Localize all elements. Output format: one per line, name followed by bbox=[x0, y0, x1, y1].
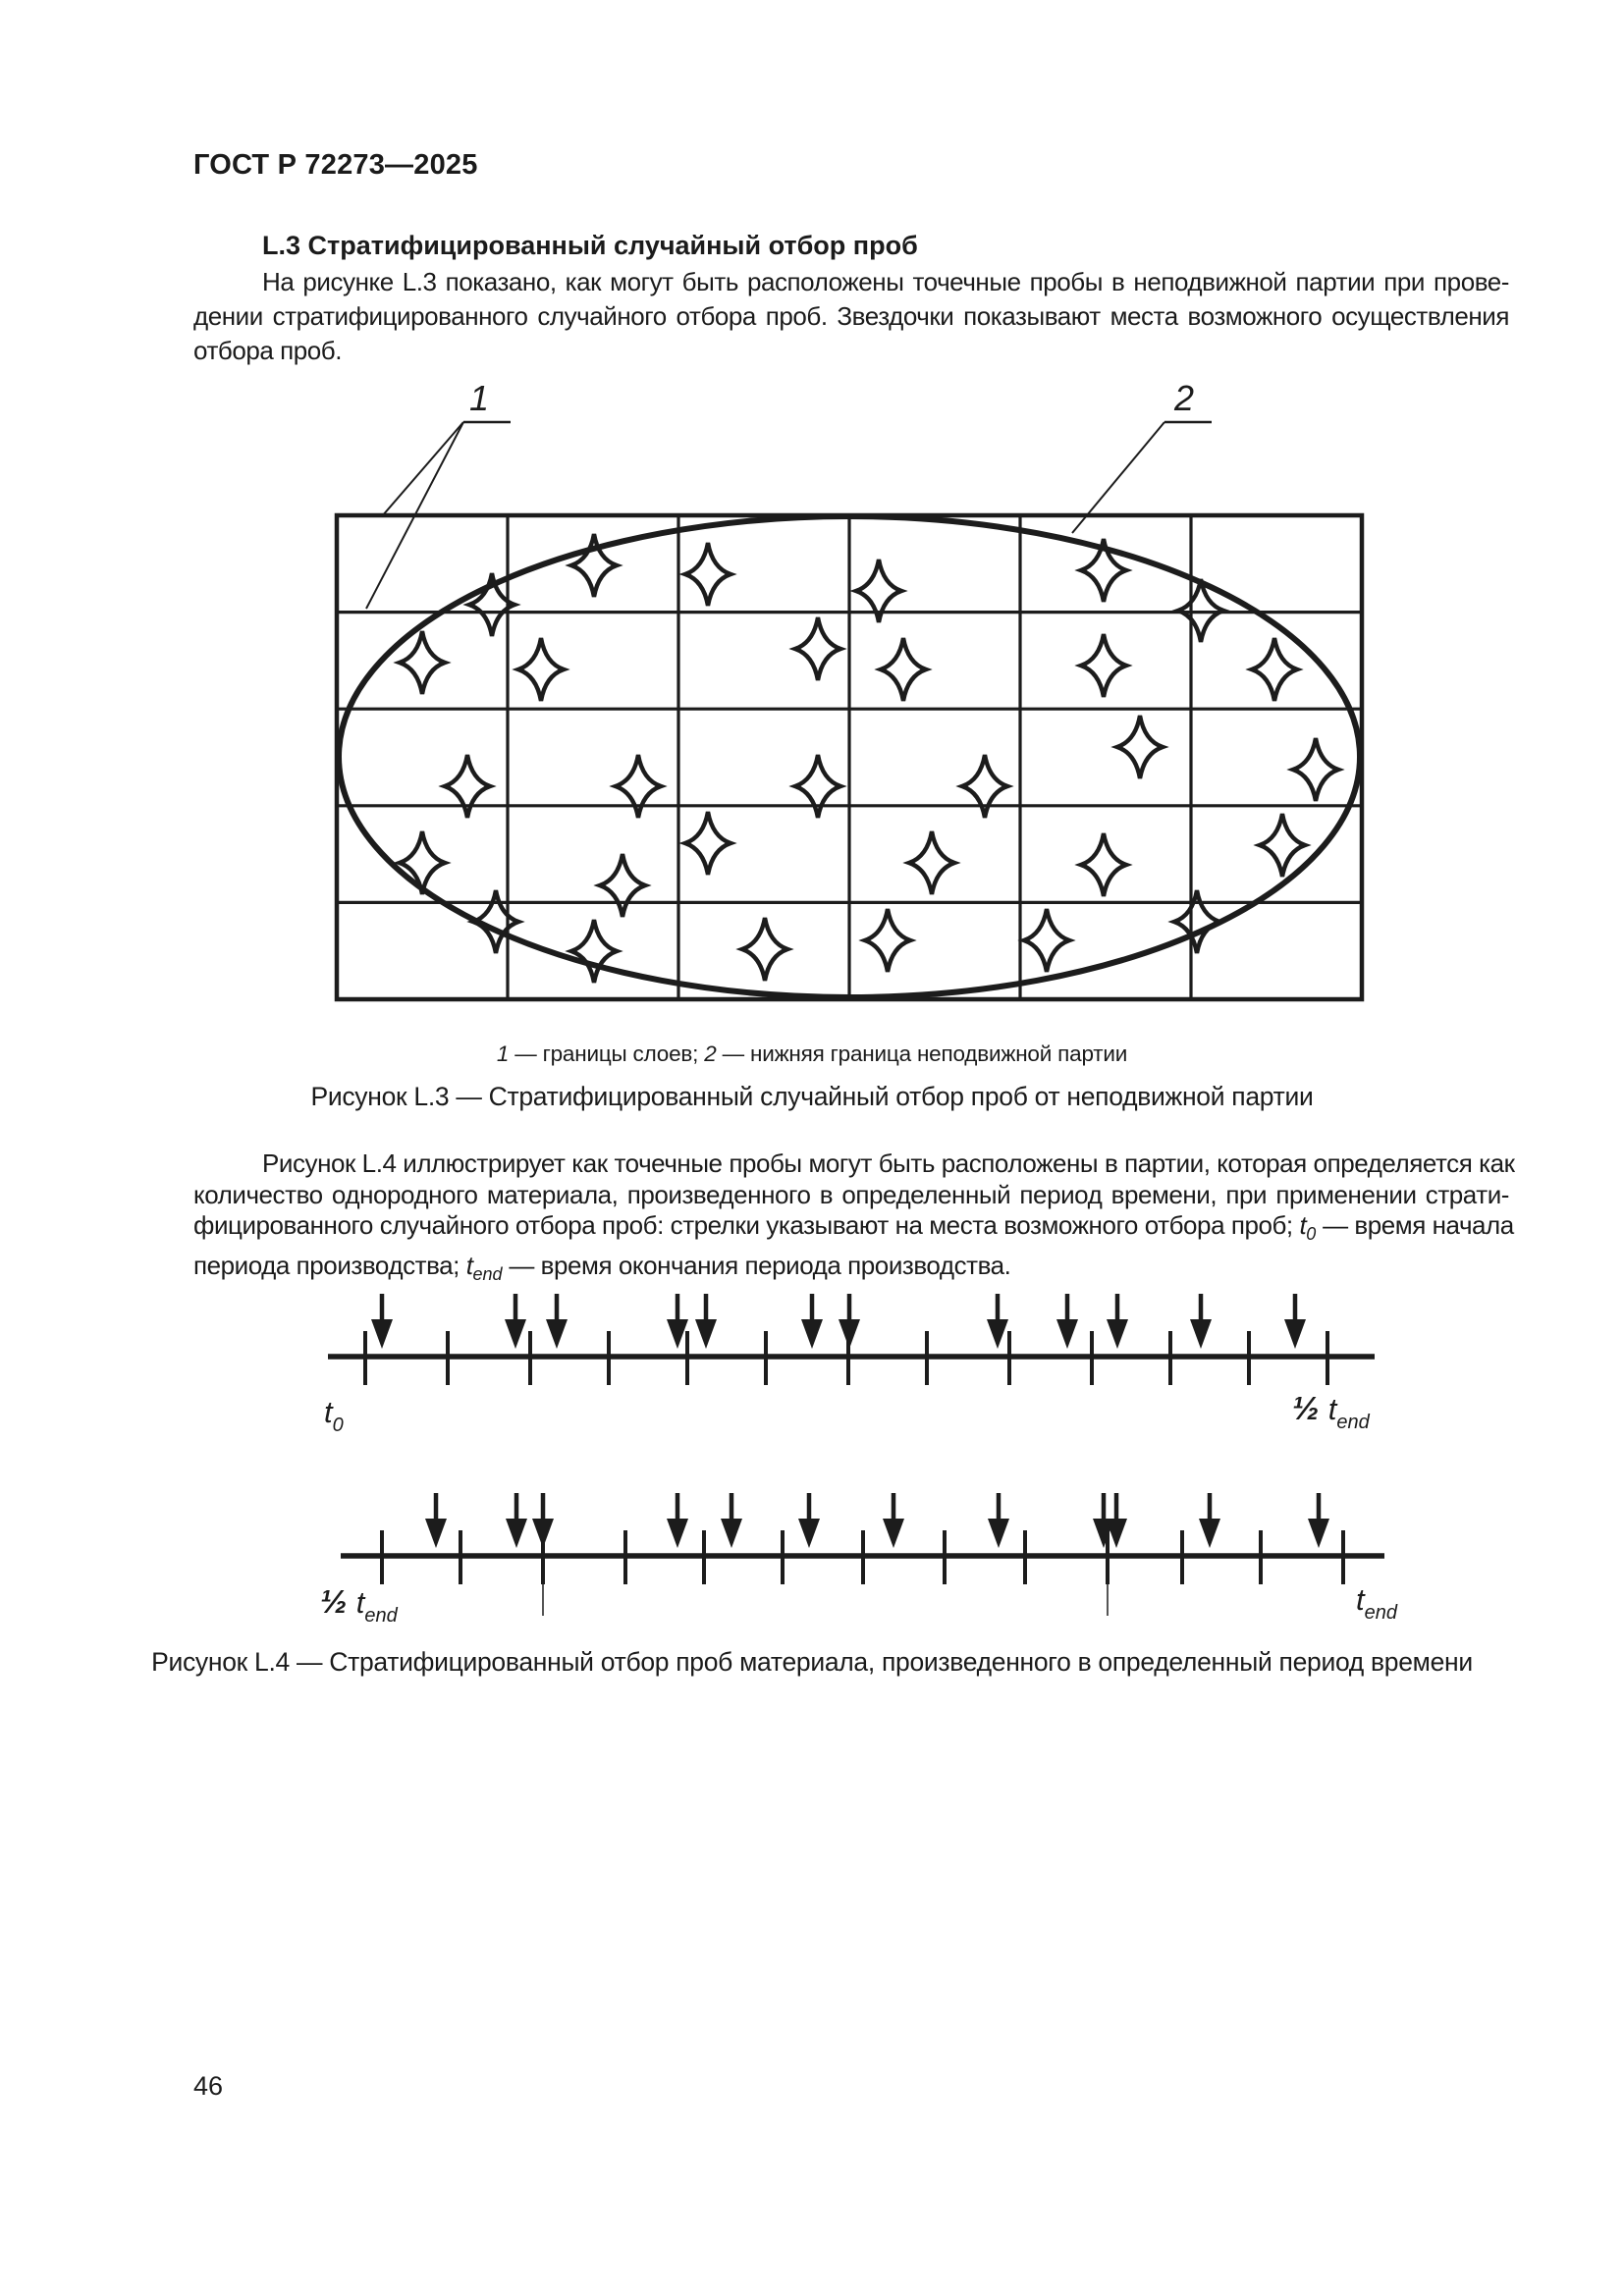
sampling-arrow-head bbox=[506, 1519, 527, 1548]
time-symbol: t bbox=[1356, 1582, 1365, 1617]
paragraph-2-line: количество однородного материала, произведенного в определенный период времени, при применении страти- bbox=[193, 1179, 1509, 1209]
sampling-arrow-head bbox=[532, 1519, 554, 1548]
legend-key-1: 1 bbox=[496, 1041, 510, 1066]
sampling-star bbox=[571, 920, 617, 983]
sampling-arrow-head bbox=[1190, 1319, 1212, 1349]
sampling-star bbox=[1260, 814, 1305, 877]
paragraph-2-text: фицированного случайного отбора проб: стрелки указывают на места возможного отбора проб; bbox=[193, 1210, 1300, 1240]
sampling-arrow-head bbox=[1308, 1519, 1329, 1548]
symbol-t0-subscript: 0 bbox=[1306, 1224, 1317, 1244]
figure-l4-diagram bbox=[0, 1276, 1624, 1639]
one-half-symbol: ½ bbox=[320, 1583, 356, 1620]
legend-text-1: — границы слоев; bbox=[509, 1041, 705, 1066]
sampling-star bbox=[1174, 890, 1219, 953]
sampling-star bbox=[600, 854, 645, 917]
sampling-arrow-head bbox=[798, 1519, 820, 1548]
sampling-star bbox=[1117, 716, 1163, 778]
legend-key-2: 2 bbox=[704, 1041, 717, 1066]
sampling-arrow-head bbox=[721, 1519, 742, 1548]
symbol-t0: t bbox=[1299, 1210, 1307, 1240]
section-heading: L.3 Стратифицированный случайный отбор проб bbox=[262, 231, 918, 260]
paragraph-2-line: Рисунок L.4 иллюстрирует как точечные пробы могут быть расположены в партии, которая определяется как bbox=[262, 1148, 1515, 1178]
paragraph-2-text: — время начала bbox=[1316, 1210, 1514, 1240]
sampling-star bbox=[795, 617, 840, 680]
paragraph-2-line bbox=[193, 1210, 1514, 1251]
symbol-tend: t bbox=[465, 1250, 473, 1280]
sampling-arrow-head bbox=[667, 1319, 688, 1349]
symbol-tend-subscript: end bbox=[472, 1263, 503, 1284]
sampling-arrow-head bbox=[839, 1319, 860, 1349]
sampling-arrow-head bbox=[1107, 1319, 1128, 1349]
sampling-star bbox=[795, 755, 840, 818]
time-symbol: t bbox=[355, 1585, 365, 1620]
time-subscript: end bbox=[364, 1605, 398, 1627]
sampling-arrow-head bbox=[1199, 1519, 1220, 1548]
sampling-arrow-head bbox=[505, 1319, 526, 1349]
timeline-label bbox=[320, 1583, 399, 1627]
sampling-star bbox=[909, 831, 954, 894]
sampling-arrow-head bbox=[425, 1519, 447, 1548]
sampling-arrow-head bbox=[987, 1319, 1008, 1349]
time-symbol: t bbox=[324, 1395, 333, 1429]
sampling-star bbox=[881, 638, 926, 701]
paragraph-1 bbox=[193, 265, 1509, 368]
time-subscript: 0 bbox=[332, 1415, 344, 1436]
timeline-label bbox=[1356, 1582, 1398, 1624]
sampling-arrow-head bbox=[667, 1519, 688, 1548]
paragraph-2-text: периода производства; bbox=[193, 1250, 466, 1280]
legend-text-2: — нижняя граница неподвижной партии bbox=[716, 1041, 1128, 1066]
page-number: 46 bbox=[193, 2071, 224, 2101]
paragraph-1-line: На рисунке L.3 показано, как могут быть расположены точечные пробы в неподвижной партии при прове- bbox=[262, 267, 1509, 296]
figure-l3-legend bbox=[0, 1041, 1624, 1067]
document-code: ГОСТ Р 72273—2025 bbox=[193, 149, 478, 181]
time-subscript: end bbox=[1364, 1602, 1397, 1624]
sampling-star bbox=[685, 812, 731, 875]
sampling-star bbox=[400, 831, 445, 894]
figure-l4-caption: Рисунок L.4 — Стратифицированный отбор проб материала, произведенного в определенный период времени bbox=[151, 1647, 1473, 1677]
sampling-star bbox=[518, 638, 564, 701]
sampling-star bbox=[1081, 634, 1126, 697]
sampling-arrow-head bbox=[695, 1319, 717, 1349]
sampling-arrow-head bbox=[801, 1319, 823, 1349]
sampling-star bbox=[1252, 638, 1297, 701]
paragraph-2 bbox=[193, 1148, 1515, 1290]
sampling-star bbox=[865, 909, 910, 972]
sampling-star bbox=[1081, 833, 1126, 896]
sampling-star bbox=[616, 755, 661, 818]
callout-number: 1 bbox=[469, 378, 490, 418]
sampling-star bbox=[962, 755, 1007, 818]
sampling-arrow-head bbox=[1056, 1319, 1078, 1349]
timeline-label bbox=[1292, 1390, 1371, 1433]
sampling-star bbox=[685, 543, 731, 606]
callout-number: 2 bbox=[1174, 378, 1195, 418]
figure-l3-diagram bbox=[0, 363, 1624, 1041]
timeline-label bbox=[324, 1395, 344, 1436]
one-half-symbol: ½ bbox=[1292, 1390, 1328, 1426]
sampling-arrow-head bbox=[883, 1519, 904, 1548]
sampling-star bbox=[445, 755, 490, 818]
sampling-arrow-head bbox=[371, 1319, 393, 1349]
sampling-arrow-head bbox=[1284, 1319, 1306, 1349]
sampling-arrow-head bbox=[546, 1319, 568, 1349]
paragraph-2-text: — время окончания периода производства. bbox=[502, 1250, 1011, 1280]
paragraph-1-line: дении стратифицированного случайного отбора проб. Звездочки показывают места возможного осуществления bbox=[193, 301, 1509, 331]
time-subscript: end bbox=[1336, 1412, 1370, 1433]
time-symbol: t bbox=[1327, 1392, 1337, 1426]
paragraph-1-line: отбора проб. bbox=[193, 336, 343, 365]
sampling-star bbox=[1024, 909, 1069, 972]
sampling-arrow-head bbox=[988, 1519, 1009, 1548]
sampling-star bbox=[1293, 738, 1338, 801]
figure-l3-caption: Рисунок L.3 — Стратифицированный случайный отбор проб от неподвижной партии bbox=[310, 1082, 1314, 1111]
sampling-star bbox=[742, 918, 787, 981]
